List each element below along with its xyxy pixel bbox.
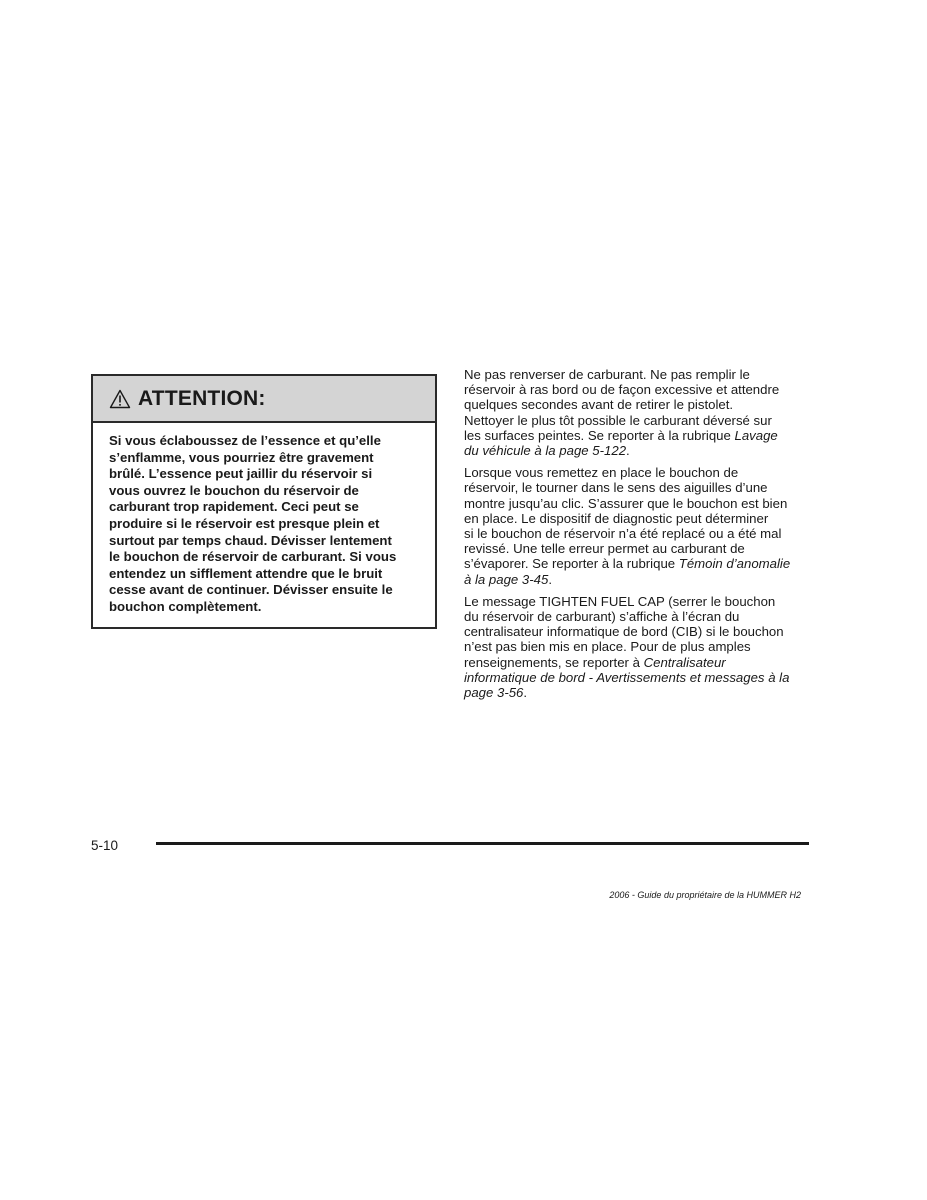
text-line: Ne pas renverser de carburant. Ne pas remplir le xyxy=(464,367,750,382)
paragraph-fuel-cap xyxy=(464,465,814,587)
text-line: du réservoir de carburant) s’affiche à l’écran du xyxy=(464,609,740,625)
footer-rule xyxy=(156,842,809,845)
warning-line: bouchon complètement. xyxy=(109,598,262,614)
warning-line: cesse avant de continuer. Dévisser ensuite le xyxy=(109,582,393,598)
warning-line: surtout par temps chaud. Dévisser lentement xyxy=(109,532,392,548)
text-line: Lorsque vous remettez en place le bouchon de xyxy=(464,465,739,481)
warning-box xyxy=(91,374,437,629)
cross-reference-link[interactable]: page 3-56 xyxy=(464,685,524,701)
cross-reference-link[interactable]: Centralisateur xyxy=(643,654,726,670)
text-line: centralisateur informatique de bord (CIB) si le bouchon xyxy=(464,624,784,640)
text-line: n’est pas bien mis en place. Pour de plus amples xyxy=(464,639,751,655)
text-line: réservoir, le tourner dans le sens des aiguilles d’une xyxy=(464,480,768,496)
warning-line: brûlé. L’essence peut jaillir du réservoir si xyxy=(109,466,373,482)
text-line xyxy=(464,443,814,458)
paragraph-fuel-spill xyxy=(464,367,814,458)
text-segment: s’évaporer. Se reporter à la rubrique xyxy=(464,556,679,572)
warning-triangle-icon xyxy=(109,389,131,409)
warning-line: vous ouvrez le bouchon du réservoir de xyxy=(109,482,359,498)
paragraph-tighten-message xyxy=(464,594,814,700)
text-line xyxy=(464,670,814,685)
cross-reference-link[interactable]: Lavage xyxy=(734,427,778,443)
text-segment: . xyxy=(523,685,528,701)
cross-reference-link[interactable]: du véhicule à la page 5-122 xyxy=(464,443,627,459)
text-line: Nettoyer le plus tôt possible le carburant déversé sur xyxy=(464,412,772,428)
text-segment: . xyxy=(548,571,552,587)
warning-body xyxy=(93,423,435,616)
body-text-column xyxy=(464,367,814,707)
footer-caption: 2006 - Guide du propriétaire de la HUMMER H2 xyxy=(609,890,801,900)
text-line: en place. Le dispositif de diagnostic peut déterminer xyxy=(464,510,769,526)
text-line xyxy=(464,556,814,571)
cross-reference-link[interactable]: Témoin d’anomalie xyxy=(678,556,791,572)
text-line xyxy=(464,685,814,700)
text-segment: renseignements, se reporter à xyxy=(464,654,644,670)
warning-line: produire si le réservoir est presque plein et xyxy=(109,515,380,531)
warning-line: s’enflamme, vous pourriez être gravement xyxy=(109,449,374,465)
text-line: revissé. Une telle erreur permet au carburant de xyxy=(464,541,745,557)
text-line: Le message TIGHTEN FUEL CAP (serrer le bouchon xyxy=(464,593,776,609)
warning-line: Si vous éclaboussez de l’essence et qu’elle xyxy=(109,433,381,448)
warning-title: ATTENTION: xyxy=(138,386,266,410)
text-line: quelques secondes avant de retirer le pistolet. xyxy=(464,397,734,413)
text-line: montre jusqu’au clic. S’assurer que le bouchon est bien xyxy=(464,495,788,511)
warning-header xyxy=(93,376,435,423)
text-segment: . xyxy=(626,443,630,459)
cross-reference-link[interactable]: à la page 3-45 xyxy=(464,571,549,587)
text-line: si le bouchon de réservoir n’a été replacé ou a été mal xyxy=(464,526,782,542)
text-line: réservoir à ras bord ou de façon excessive et attendre xyxy=(464,382,780,398)
warning-line: le bouchon de réservoir de carburant. Si vous xyxy=(109,549,397,565)
text-line xyxy=(464,572,814,587)
warning-line: entendez un sifflement attendre que le bruit xyxy=(109,565,383,581)
warning-line: carburant trop rapidement. Ceci peut se xyxy=(109,499,359,515)
page-number: 5-10 xyxy=(91,838,119,853)
cross-reference-link[interactable]: informatique de bord - Avertissements et messages à la xyxy=(464,669,790,685)
text-segment: les surfaces peintes. Se reporter à la rubrique xyxy=(464,427,735,443)
text-line xyxy=(464,428,814,443)
text-line xyxy=(464,655,814,670)
